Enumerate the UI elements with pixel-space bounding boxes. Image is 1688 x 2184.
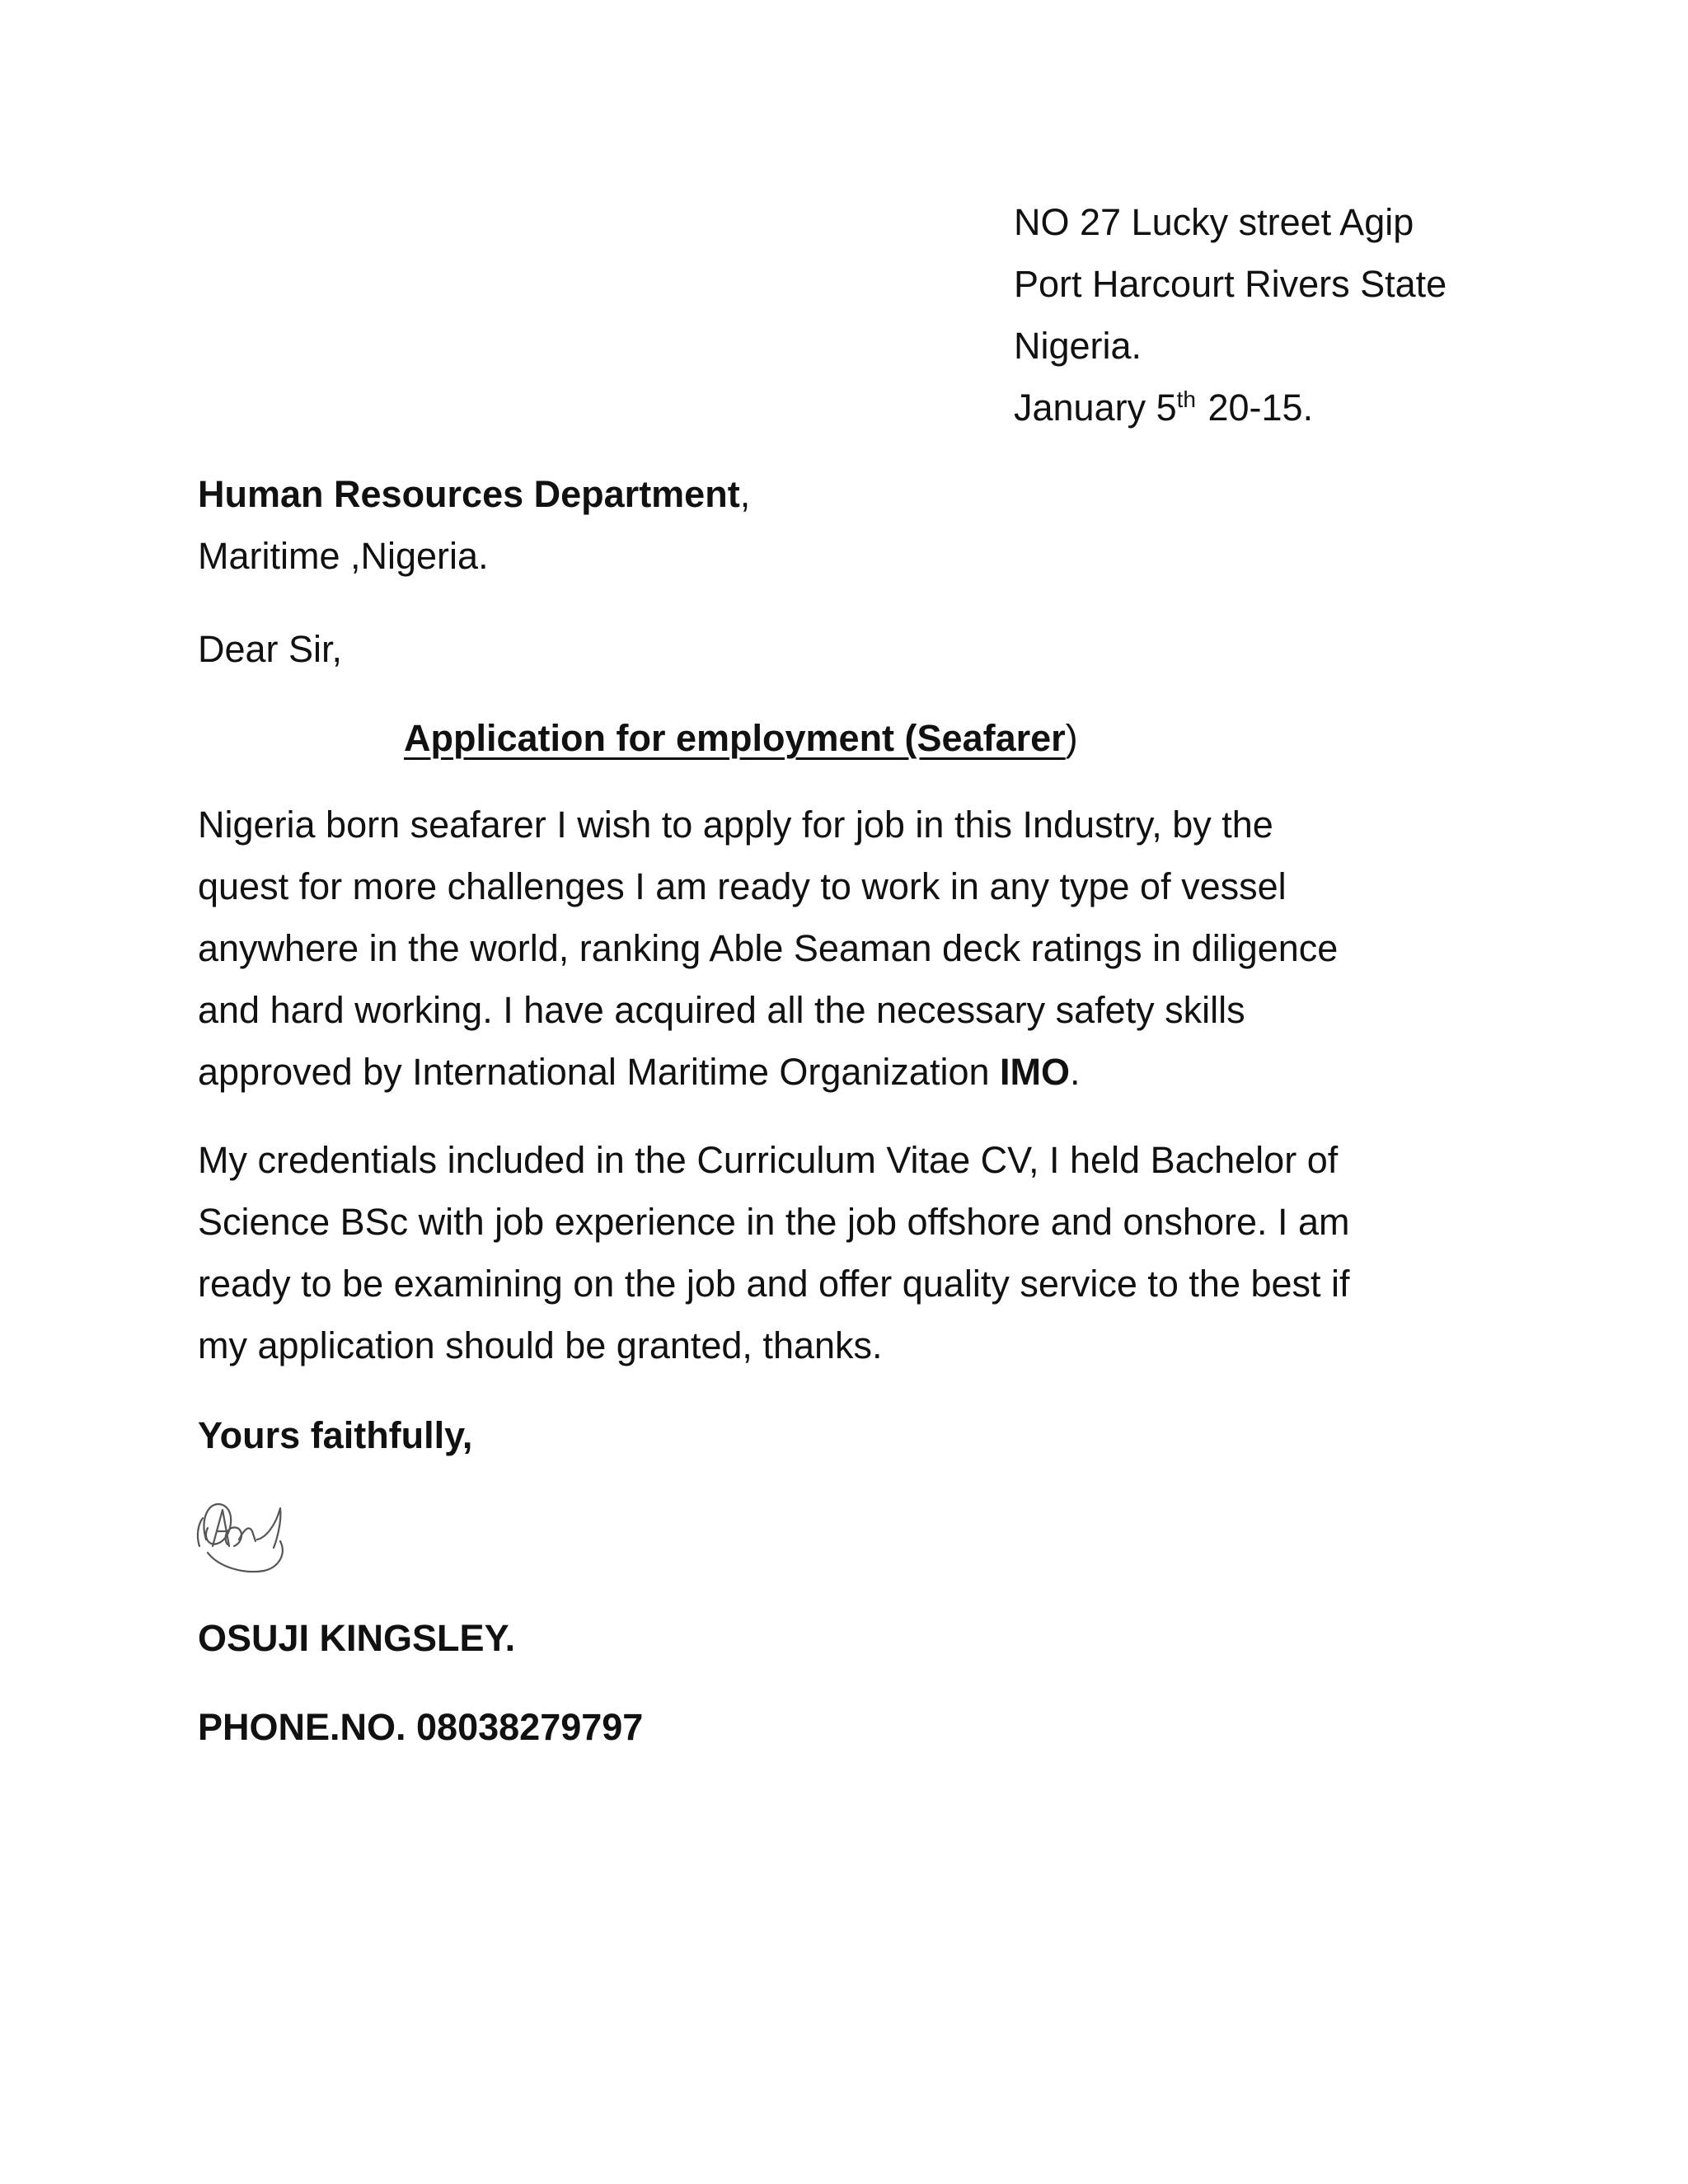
salutation: Dear Sir, <box>198 628 343 670</box>
letter-date <box>1014 377 1640 438</box>
signature-image <box>195 1488 302 1579</box>
paragraph-line: and hard working. I have acquired all the necessary safety skills <box>198 989 1245 1031</box>
paragraph-line: anywhere in the world, ranking Able Seaman deck ratings in diligence <box>198 927 1339 969</box>
paragraph-line: Science BSc with job experience in the job offshore and onshore. I am <box>198 1201 1350 1243</box>
paragraph-line <box>198 1041 1484 1103</box>
paragraph-line: Nigeria born seafarer I wish to apply for job in this Industry, by the <box>198 804 1273 846</box>
signatory-name: OSUJI KINGSLEY. <box>198 1617 516 1659</box>
sender-address-line: Nigeria. <box>1014 325 1142 367</box>
date-suffix: 20-15. <box>1197 387 1314 429</box>
subject-line <box>404 707 1078 769</box>
paragraph-line-prefix: approved by International Maritime Organization <box>198 1051 1001 1093</box>
paragraph-line: my application should be granted, thanks. <box>198 1324 883 1366</box>
recipient-department-comma: , <box>739 473 751 515</box>
body-paragraph-2 <box>198 1129 1484 1376</box>
date-superscript: th <box>1176 387 1196 412</box>
sender-address-line: Port Harcourt Rivers State <box>1014 263 1447 305</box>
imo-abbreviation: IMO <box>1000 1051 1071 1093</box>
subject-text: Application for employment (Seafarer <box>404 717 1066 759</box>
phone-number: PHONE.NO. 08038279797 <box>198 1706 644 1748</box>
subject-close: ) <box>1065 717 1078 759</box>
closing-phrase: Yours faithfully, <box>198 1414 473 1456</box>
paragraph-line: ready to be examining on the job and offer quality service to the best if <box>198 1263 1350 1305</box>
sender-address <box>1014 191 1640 438</box>
body-paragraph-1 <box>198 794 1484 1103</box>
recipient-department-line <box>198 463 1352 525</box>
paragraph-line-suffix: . <box>1070 1051 1081 1093</box>
paragraph-line: My credentials included in the Curriculum Vitae CV, I held Bachelor of <box>198 1139 1339 1181</box>
sender-address-line: NO 27 Lucky street Agip <box>1014 201 1414 243</box>
recipient-location: Maritime ,Nigeria. <box>198 535 489 577</box>
date-prefix: January 5 <box>1014 387 1177 429</box>
paragraph-line: quest for more challenges I am ready to work in any type of vessel <box>198 865 1287 907</box>
recipient-address <box>198 463 1352 587</box>
recipient-department: Human Resources Department <box>198 473 740 515</box>
